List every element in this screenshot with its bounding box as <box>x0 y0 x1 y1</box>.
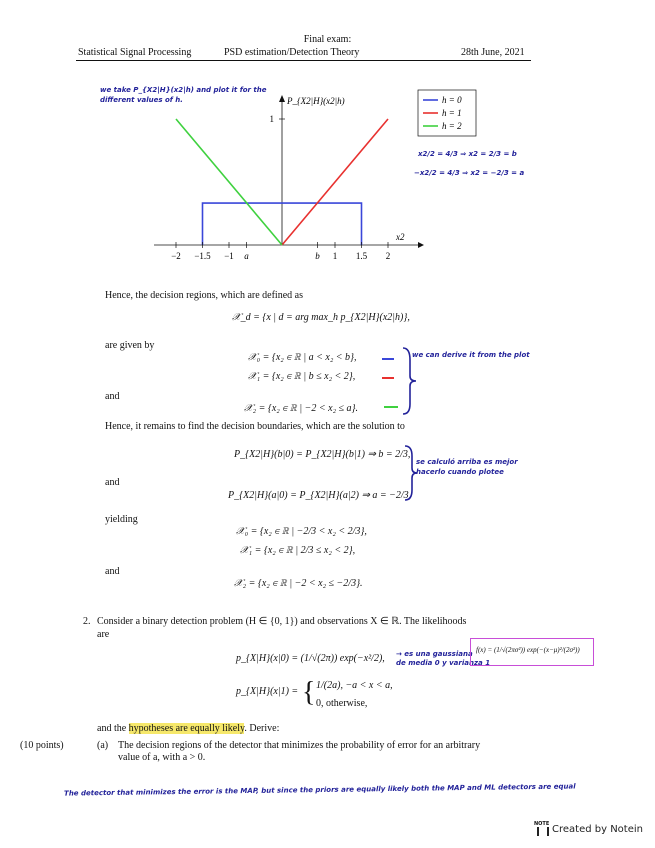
eq-likelihood-1-case-1: 1/(2a), −a < x < a, <box>316 680 393 691</box>
x-tick-label: −1 <box>224 251 234 261</box>
notein-logo-icon <box>537 827 549 836</box>
annotation-gaussian-1: → es una gaussiana <box>396 650 473 658</box>
legend-swatch-blue <box>382 358 394 360</box>
annotation-gaussian-2: de media 0 y varianza 1 <box>396 659 491 667</box>
eq-final-x0: 𝒳₀ = {x₂ ∈ ℝ | −2/3 < x₂ < 2/3}, <box>236 526 367 537</box>
eq-region-x0: 𝒳₀ = {x₂ ∈ ℝ | a < x₂ < b}, <box>248 352 357 363</box>
legend-label: h = 0 <box>442 95 462 105</box>
eq-final-x2: 𝒳₂ = {x₂ ∈ ℝ | −2 < x₂ ≤ −2/3}. <box>234 578 363 589</box>
annotation-region-derive: we can derive it from the plot <box>412 351 530 359</box>
subquestion-a-label: (a) <box>97 740 109 751</box>
x-axis-label: x2 <box>396 232 405 242</box>
annotation-top-2: different values of h. <box>100 96 183 104</box>
gaussian-formula: f(x) = (1/√(2πσ²)) exp(−(x−μ)²/(2σ²)) <box>476 646 580 654</box>
annotation-a-derivation: −x2/2 = 4/3 ⇒ x2 = −2/3 = a <box>414 169 525 177</box>
x-tick-label: −1.5 <box>194 251 211 261</box>
points-label: (10 points) <box>20 740 64 751</box>
text-and-the: and the <box>97 723 129 734</box>
text-and-1: and <box>105 391 120 402</box>
header-rule <box>76 60 531 61</box>
paragraph-regions-intro: Hence, the decision regions, which are defined as <box>105 290 303 301</box>
paragraph-given-by: are given by <box>105 340 155 351</box>
x-tick-label: 1.5 <box>355 251 368 261</box>
annotation-top-1: we take P_{X2|H}(x2|h) and plot it for the <box>100 86 267 94</box>
text-and-2: and <box>105 477 120 488</box>
question-2-number: 2. <box>83 616 91 627</box>
question-2-assumption <box>97 723 279 734</box>
text-derive: . Derive: <box>244 723 280 734</box>
text-yielding: yielding <box>105 514 138 525</box>
legend <box>418 90 476 136</box>
eq-likelihood-1-lhs: p_{X|H}(x|1) = <box>236 686 299 697</box>
notein-logo-text: NOTE <box>534 821 550 827</box>
x-axis-arrow <box>418 242 424 248</box>
x-tick-label: −2 <box>171 251 181 261</box>
header-topic: PSD estimation/Detection Theory <box>224 47 360 58</box>
y-axis-arrow <box>279 95 285 102</box>
series-line-h2 <box>176 119 282 245</box>
eq-decision-def: 𝒳_d = {x | d = arg max_h p_{X2|H}(x2|h)}, <box>232 312 410 323</box>
annotation-b-derivation: x2/2 = 4/3 ⇒ x2 = 2/3 = b <box>418 150 517 158</box>
y-tick-label: 1 <box>269 114 274 124</box>
header-date: 28th June, 2021 <box>461 47 525 58</box>
eq-boundary-b: P_{X2|H}(b|0) = P_{X2|H}(b|1) ⇒ b = 2/3, <box>234 449 411 460</box>
eq-likelihood-0: p_{X|H}(x|0) = (1/√(2π)) exp(−x²/2), <box>236 653 385 664</box>
legend-swatch-green <box>384 406 398 408</box>
cases-brace: { <box>302 677 316 708</box>
paragraph-boundaries: Hence, it remains to find the decision boundaries, which are the solution to <box>105 421 405 432</box>
x-tick-label: 2 <box>385 251 391 261</box>
eq-likelihood-1-case-2: 0, otherwise, <box>316 698 368 709</box>
legend-label: h = 1 <box>442 108 462 118</box>
legend-swatch-red <box>382 377 394 379</box>
text-and-3: and <box>105 566 120 577</box>
x-tick-label: 1 <box>332 251 338 261</box>
created-by-footer: Created by Notein <box>552 824 643 835</box>
x-tick-label: a <box>244 251 249 261</box>
y-axis-label: P_{X2|H}(x2|h) <box>287 96 345 106</box>
highlight-equally-likely: hypotheses are equally likely <box>128 723 245 734</box>
annotation-boundary-2: hacerlo cuando plotee <box>416 468 504 476</box>
eq-boundary-a: P_{X2|H}(a|0) = P_{X2|H}(a|2) ⇒ a = −2/3, <box>228 490 412 501</box>
header-course: Statistical Signal Processing <box>78 47 192 58</box>
annotation-map-detector: The detector that minimizes the error is the MAP, but since the priors are equally likely both the MAP and ML detectors are equal <box>63 782 576 798</box>
question-2-text-2: are <box>97 629 110 640</box>
eq-region-x1: 𝒳₁ = {x₂ ∈ ℝ | b ≤ x₂ < 2}, <box>248 371 356 382</box>
series-line-h1 <box>282 119 388 245</box>
eq-final-x1: 𝒳₁ = {x₂ ∈ ℝ | 2/3 ≤ x₂ < 2}, <box>240 545 356 556</box>
subquestion-a-text-2: value of a, with a > 0. <box>118 752 206 763</box>
x-tick-label: b <box>315 251 320 261</box>
header-exam-title: Final exam: <box>303 34 352 45</box>
annotation-boundary-1: se calculó arriba es mejor <box>416 458 518 466</box>
legend-label: h = 2 <box>442 121 462 131</box>
question-2-text-1: Consider a binary detection problem (H ∈ {0, 1}) and observations X ∈ ℝ. The likelihoods <box>97 616 467 627</box>
eq-region-x2: 𝒳₂ = {x₂ ∈ ℝ | −2 < x₂ ≤ a}. <box>244 403 359 414</box>
subquestion-a-text-1: The decision regions of the detector that minimizes the probability of error for an arbitrary <box>118 740 481 751</box>
